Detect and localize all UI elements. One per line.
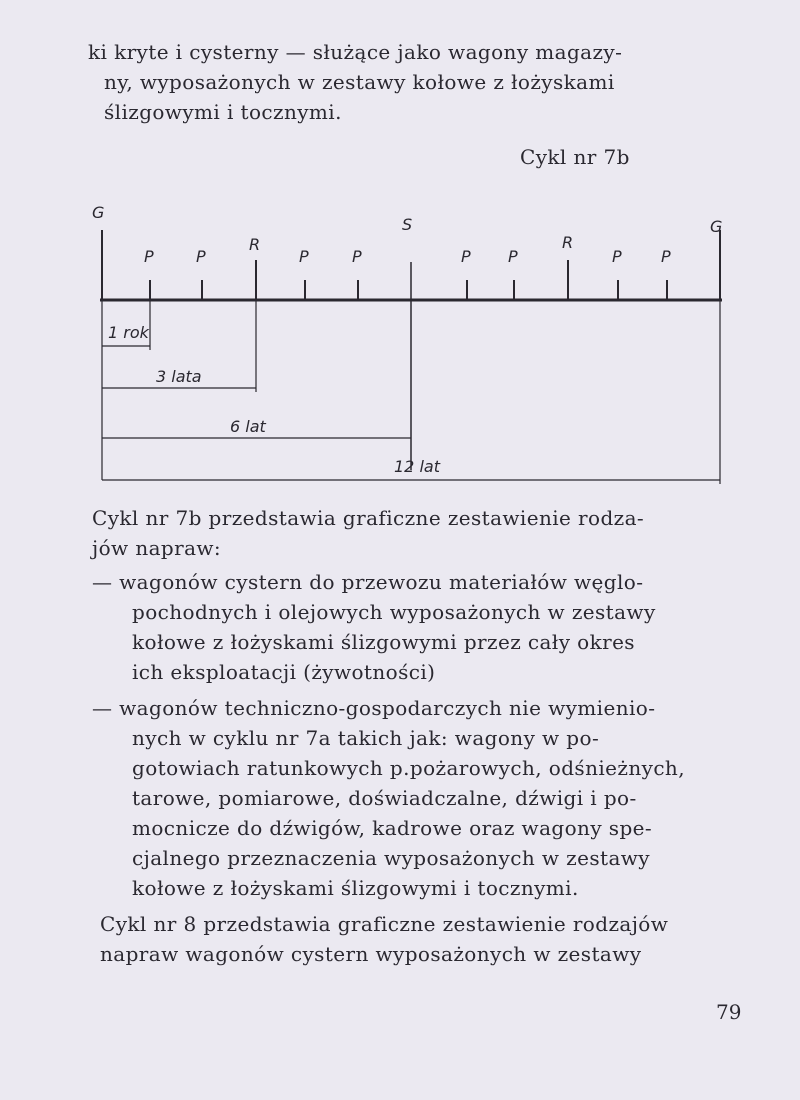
interval-label-12lat: 12 lat: [394, 457, 440, 476]
text-line: ki kryte i cysterny — służące jako wagony magazy-: [88, 40, 623, 64]
page-number: 79: [716, 1000, 742, 1024]
diagram-label-p: P: [299, 247, 309, 266]
interval-label-3lata: 3 lata: [156, 367, 202, 386]
diagram-label-p: P: [144, 247, 154, 266]
diagram-label-g-end: G: [710, 217, 723, 236]
text-line: ny, wyposażonych w zestawy kołowe z łożyskami: [104, 70, 615, 94]
list-item: — wagonów techniczno-gospodarczych nie wymienio-: [92, 696, 656, 720]
text-line: kołowe z łożyskami ślizgowymi przez cały okres: [132, 630, 635, 654]
list-item: — wagonów cystern do przewozu materiałów węglo-: [92, 570, 644, 594]
cycle-title: Cykl nr 7b: [520, 145, 630, 169]
text-line: tarowe, pomiarowe, doświadczalne, dźwigi i po-: [132, 786, 637, 810]
text-line: pochodnych i olejowych wyposażonych w zestawy: [132, 600, 656, 624]
diagram-label-p: P: [508, 247, 518, 266]
text-line: cjalnego przeznaczenia wyposażonych w zestawy: [132, 846, 650, 870]
diagram-label-p: P: [461, 247, 471, 266]
diagram-label-p: P: [196, 247, 206, 266]
text-line: napraw wagonów cystern wyposażonych w zestawy: [100, 942, 642, 966]
repair-ticks: [150, 260, 667, 300]
text-line: kołowe z łożyskami ślizgowymi i tocznymi.: [132, 876, 579, 900]
text-line: Cykl nr 8 przedstawia graficzne zestawienie rodzajów: [100, 912, 669, 936]
text-line: nych w cyklu nr 7a takich jak: wagony w po-: [132, 726, 600, 750]
text-line: mocnicze do dźwigów, kadrowe oraz wagony spe-: [132, 816, 653, 840]
text-line: ich eksploatacji (żywotności): [132, 660, 436, 684]
text-line: Cykl nr 7b przedstawia graficzne zestawienie rodza-: [92, 506, 645, 530]
diagram-label-p: P: [612, 247, 622, 266]
diagram-label-g-start: G: [92, 203, 105, 222]
diagram-label-p: P: [661, 247, 671, 266]
diagram-label-r: R: [562, 233, 574, 252]
diagram-label-p: P: [352, 247, 362, 266]
diagram-label-r: R: [249, 235, 261, 254]
diagram-label-s: S: [402, 215, 413, 234]
text-line: jów napraw:: [92, 536, 222, 560]
interval-label-6lat: 6 lat: [230, 417, 266, 436]
repair-cycle-diagram: [0, 180, 800, 500]
interval-label-1rok: 1 rok: [108, 323, 149, 342]
text-line: ślizgowymi i tocznymi.: [104, 100, 342, 124]
text-line: gotowiach ratunkowych p.pożarowych, odśnieżnych,: [132, 756, 685, 780]
